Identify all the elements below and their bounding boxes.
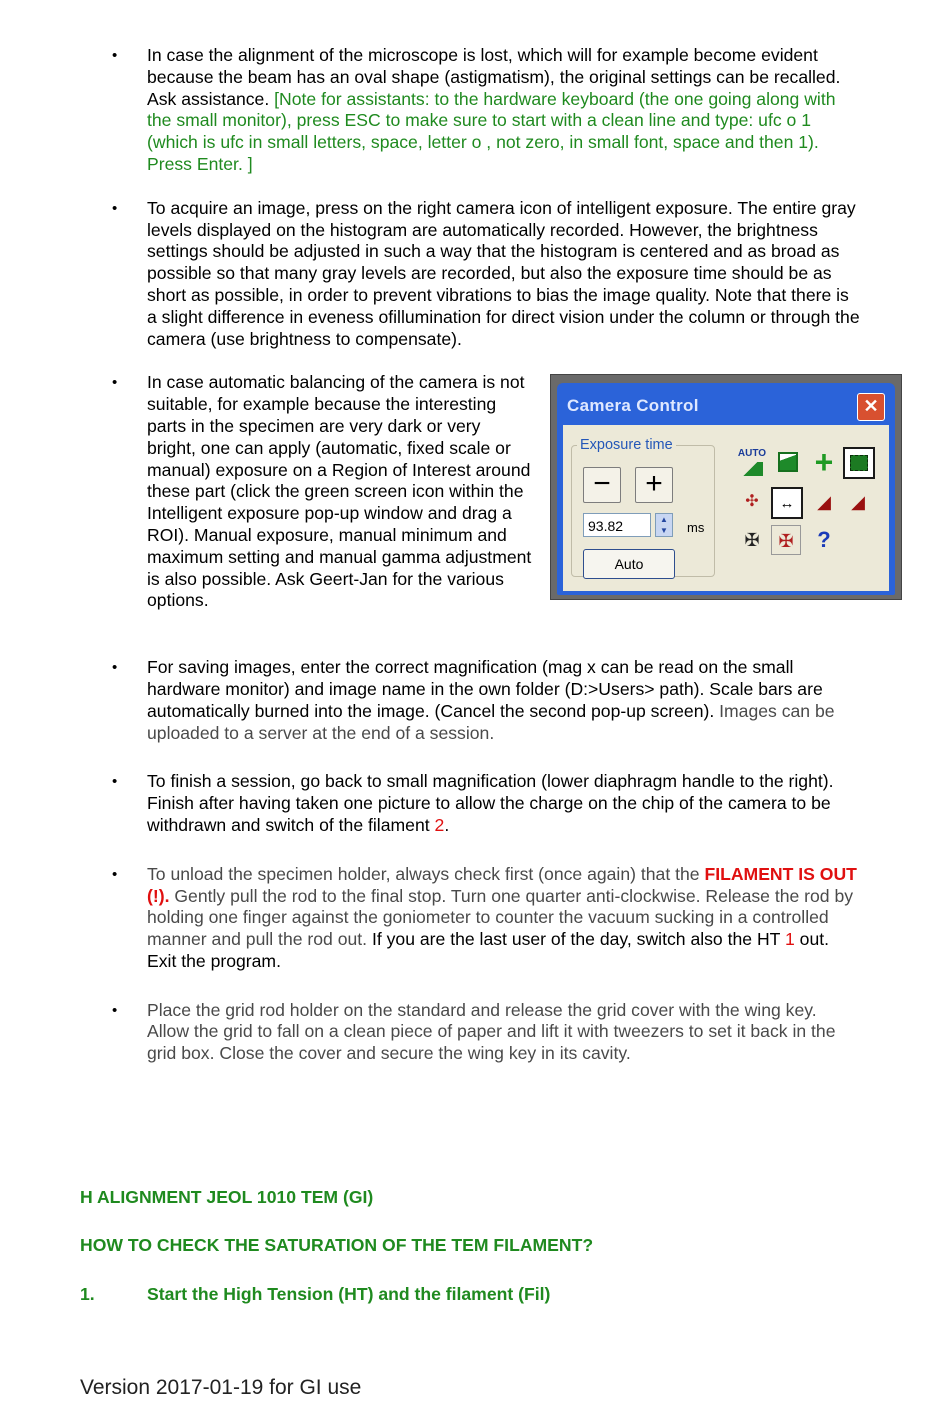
- paragraph-text: In case automatic balancing of the camera is not suitable, for example because the interesting parts in the specimen are very dark or very bright, one can apply (automatic, fixed scale or manual) exposure on a Region of Interest around these part (click the green screen icon within the Intelligent exposure pop-up window and drag a ROI). Manual exposure, manual minimum and maximum setting and manual gamma adjustment is also possible. Ask Geert-Jan for the various options.: [147, 372, 532, 611]
- reference-number: 2: [434, 814, 445, 835]
- add-icon[interactable]: +: [814, 444, 834, 481]
- bullet-marker: •: [112, 199, 118, 217]
- list-item: [0, 771, 950, 836]
- exposure-spinner[interactable]: ▲ ▼: [655, 513, 673, 537]
- bullet-marker: •: [112, 374, 118, 392]
- paragraph-text: To acquire an image, press on the right camera icon of intelligent exposure. The entire gray levels displayed on the histogram are automatically recorded. However, the brightness settings should be adjusted in such a way that the histogram is centered and as broad as possible so that many gray levels are recorded, but also the exposure time should be as short as possible, in order to prevent vibrations to bias the image quality. Note that there is a slight difference in eveness ofillumination for direct vision under the column or through the camera (use brightness to compensate).: [147, 197, 860, 349]
- auto-exposure-button[interactable]: Auto: [583, 549, 675, 579]
- list-item: [0, 45, 950, 176]
- manual-settings-icon[interactable]: ✠: [744, 530, 760, 551]
- image-frame-icon[interactable]: [773, 449, 803, 479]
- paragraph-text-end: .: [444, 814, 450, 835]
- exposure-time-label: Exposure time: [577, 435, 676, 457]
- list-item: [0, 1000, 950, 1065]
- question-heading: HOW TO CHECK THE SATURATION OF THE TEM FILAMENT?: [80, 1235, 594, 1255]
- gamma-settings-icon[interactable]: ✠: [771, 525, 801, 555]
- exposure-unit: ms: [687, 520, 705, 536]
- window-frame: [557, 383, 895, 595]
- decrease-exposure-button[interactable]: −: [583, 467, 621, 503]
- histogram-edit-icon[interactable]: ◢: [851, 492, 865, 513]
- bullet-list: [0, 45, 950, 1065]
- bullet-marker: •: [112, 865, 118, 883]
- increase-exposure-button[interactable]: +: [635, 467, 673, 503]
- exposure-time-input[interactable]: 93.82: [583, 513, 651, 537]
- assistant-note: [Note for assistants: to the hardware keyboard (the one going along with the small monitor), press ESC to make sure to start with a clean line and type: ufc o 1 (which is ufc in small letters, space, letter o , not zero, in small font, space and then 1). Press Enter. ]: [147, 88, 836, 174]
- list-item: [0, 864, 950, 973]
- section-heading: H ALIGNMENT JEOL 1010 TEM (GI): [80, 1187, 374, 1207]
- paragraph-text: To finish a session, go back to small magnification (lower diaphragm handle to the right). Finish after having taken one picture to allow the charge on the chip of the camera to be withdrawn and switch of the filament: [147, 771, 834, 835]
- bullet-marker: •: [112, 773, 118, 791]
- bullet-marker: •: [112, 659, 118, 677]
- bullet-marker: •: [112, 47, 118, 64]
- filament-warning: FILAMENT IS OUT (!).: [147, 863, 857, 906]
- window-body: [563, 425, 889, 591]
- list-item: [0, 657, 950, 744]
- step-heading: Start the High Tension (HT) and the filament (Fil): [147, 1284, 551, 1304]
- paragraph-text: In case the alignment of the microscope is lost, which will for example become evident because the beam has an oval shape (astigmatism), the original settings can be recalled. Ask assistance.: [147, 45, 841, 109]
- step-number: 1.: [80, 1284, 95, 1304]
- paragraph-text: If you are the last user of the day, switch also the HT: [371, 929, 785, 950]
- paragraph-text: Gently pull the rod to the final stop. Turn one quarter anti-clockwise. Release the rod by holding one finger against the goniometer to counter the vacuum sucking in a controlled manner and pull the rod out.: [147, 885, 854, 950]
- paragraph-text: To unload the specimen holder, always check first (once again) that the: [147, 863, 705, 884]
- histogram-query-icon[interactable]: ◢: [817, 492, 831, 513]
- auto-icon-label: AUTO: [737, 448, 767, 460]
- close-icon[interactable]: ✕: [857, 393, 885, 421]
- reference-number: 1: [784, 929, 795, 950]
- paragraph-text-end: out. Exit the program.: [147, 929, 830, 971]
- fixed-scale-icon[interactable]: ↔: [771, 487, 803, 519]
- list-item: [0, 198, 950, 351]
- help-icon[interactable]: ?: [817, 527, 831, 553]
- upload-note: Images can be uploaded to a server at the end of a session.: [147, 700, 835, 743]
- green-screen-roi-icon[interactable]: [843, 447, 875, 479]
- paragraph-text: For saving images, enter the correct magnification (mag x can be read on the small hardware monitor) and image name in the own folder (D:>Users> path). Scale bars are automatically burned into the image. (Cancel the second pop-up screen).: [147, 657, 823, 721]
- list-item: [0, 372, 950, 612]
- auto-histogram-icon[interactable]: [737, 447, 767, 479]
- page-footer: Version 2017-01-19 for GI use: [80, 1376, 362, 1399]
- paragraph-text: Place the grid rod holder on the standard and release the grid cover with the wing key. Allow the grid to fall on a clean piece of paper and lift it with tweezers to set it back in the grid box. Close the cover and secure the wing key in its cavity.: [147, 999, 836, 1064]
- window-title: Camera Control: [567, 396, 699, 416]
- camera-control-window: [550, 374, 902, 600]
- camera-control-screenshot: [550, 374, 902, 600]
- scatter-settings-icon[interactable]: ✣: [745, 493, 759, 511]
- bullet-marker: •: [112, 1001, 118, 1019]
